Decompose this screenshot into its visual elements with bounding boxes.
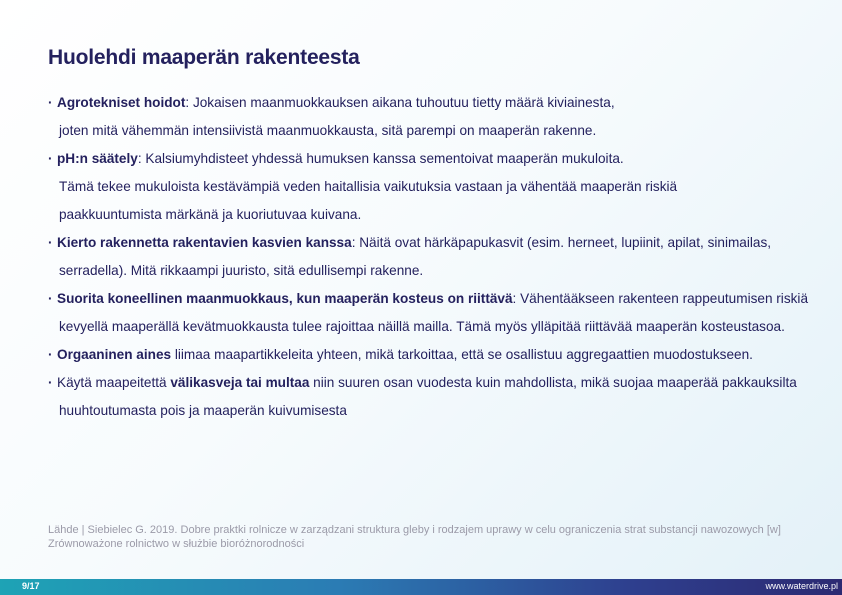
bullet-heading: Orgaaninen aines <box>57 347 172 362</box>
bullet-text: : Vähentääkseen rakenteen rappeutumisen riskiä <box>512 291 809 306</box>
bullet-heading: Agrotekniset hoidot <box>57 95 186 110</box>
bullet-heading: pH:n säätely <box>57 151 138 166</box>
bullet-continuation: Tämä tekee mukuloista kestävämpiä veden haitallisia vaikutuksia vastaan ja vähentää maaperän riskiä <box>59 179 678 194</box>
bullet-item <box>48 233 828 261</box>
bullet-text: : Näitä ovat härkäpapukasvit (esim. herneet, lupiinit, apilat, sinimailas, <box>351 235 772 250</box>
bullet-list <box>48 93 828 429</box>
footer-bar <box>0 579 842 595</box>
bullet-dot-icon: · <box>48 347 53 362</box>
page-number: 9/17 <box>22 581 40 591</box>
bullet-heading: Suorita koneellinen maanmuokkaus, kun maaperän kosteus on riittävä <box>57 291 513 306</box>
bullet-dot-icon: · <box>48 151 53 166</box>
bullet-text: : Kalsiumyhdisteet yhdessä humuksen kanssa sementoivat maaperän mukuloita. <box>137 151 624 166</box>
bullet-item <box>48 149 828 177</box>
bullet-continuation: paakkuuntumista märkänä ja kuoriutuvaa kuivana. <box>59 207 362 222</box>
bullet-dot-icon: · <box>48 95 53 110</box>
bullet-dot-icon: · <box>48 235 53 250</box>
source-citation: Lähde | Siebielec G. 2019. Dobre praktki rolnicze w zarządzani struktura gleby i rodzajem uprawy w celu ograniczenia strat substancji nawozowych [w] Zrównoważone rolnictwo w służbie bioróżnorodności <box>48 524 781 550</box>
bullet-item <box>48 345 828 373</box>
website-link[interactable]: www.waterdrive.pl <box>765 581 838 591</box>
bullet-text: liimaa maapartikkeleita yhteen, mikä tarkoittaa, että se osallistuu aggregaattien muodostukseen. <box>171 347 753 362</box>
bullet-text: niin suuren osan vuodesta kuin mahdollista, mikä suojaa maaperää pakkauksilta <box>309 375 797 390</box>
bullet-dot-icon: · <box>48 291 53 306</box>
bullet-text-prefix: Käytä maapeitettä <box>57 375 171 390</box>
bullet-continuation: huuhtoutumasta pois ja maaperän kuivumisesta <box>59 403 347 418</box>
bullet-continuation: serradella). Mitä rikkaampi juuristo, sitä edullisempi rakenne. <box>59 263 424 278</box>
page-title: Huolehdi maaperän rakenteesta <box>48 46 360 69</box>
bullet-item <box>48 289 828 317</box>
bullet-item <box>48 93 828 121</box>
bullet-continuation: kevyellä maaperällä kevätmuokkausta tulee rajoittaa näillä mailla. Tämä myös ylläpitää riittävää maaperän kosteustasoa. <box>59 319 785 334</box>
bullet-dot-icon: · <box>48 375 53 390</box>
bullet-text: : Jokaisen maanmuokkauksen aikana tuhoutuu tietty määrä kiviainesta, <box>185 95 615 110</box>
bullet-heading: välikasveja tai multaa <box>170 375 310 390</box>
bullet-item <box>48 373 828 401</box>
bullet-heading: Kierto rakennetta rakentavien kasvien kanssa <box>57 235 352 250</box>
bullet-continuation: joten mitä vähemmän intensiivistä maanmuokkausta, sitä parempi on maaperän rakenne. <box>59 123 597 138</box>
